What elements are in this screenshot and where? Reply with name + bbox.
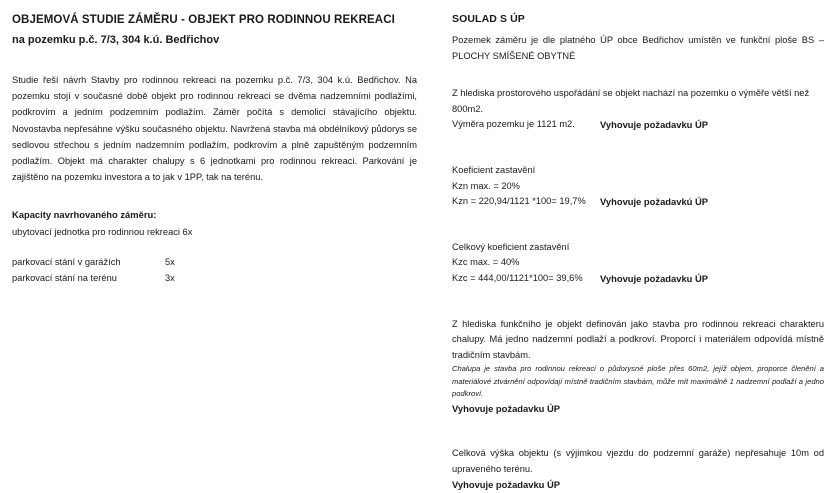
spacer xyxy=(12,185,417,207)
function-paragraph: Z hlediska funkčního je objekt definován jako stavba pro rodinnou rekreaci charakteru chalupy. Má jedno nadzemní podlaží a podkroví. Proporcí i materiálem odpovídá místně tradičním stavbám. xyxy=(452,318,824,360)
capacity-accommodation-line: ubytovací jednotka pro rodinnou rekreaci 6x xyxy=(12,227,193,238)
kzn-max-line: Kzn max. = 20% xyxy=(452,180,520,191)
kzc-calc-row xyxy=(452,271,824,287)
verdict-kzn: Vyhovuje požadavkú ÚP xyxy=(600,196,709,208)
capacity-label: parkovací stání v garážích xyxy=(12,257,121,268)
capacities-heading: Kapacity navrhovaného záměru: xyxy=(12,209,157,221)
verdict-function: Vyhovuje požadavku ÚP xyxy=(452,402,561,414)
area-value-text: Výměra pozemku je 1121 m2. xyxy=(452,119,575,130)
left-column xyxy=(12,0,417,286)
capacity-value: 5x xyxy=(165,257,175,268)
spacer xyxy=(452,210,824,240)
kzc-block-title: Celkový koeficient zastavění xyxy=(452,241,570,252)
spacer xyxy=(12,240,417,254)
capacity-row-garage-parking xyxy=(12,254,417,270)
spacer xyxy=(452,287,824,317)
capacity-row-surface-parking xyxy=(12,270,417,286)
kzc-max-line: Kzc max. = 40% xyxy=(452,257,520,268)
intro-paragraph: Studie řeší návrh Stavby pro rodinnou rekreaci na pozemku p.č. 7/3, 304 k.ú. Bedřichov. Na pozemku stojí v současné době objekt pro rodinnou rekreaci se dvěma nadzemními podlažími, podkrovím a jedním podzemním podlažím. Záměr počítá s demolicí stávajícího objektu. Novostavba nepřesáhne výšku současného objektu. Navržená stavba má obdélníkový půdorys se sedlovou střechou s jedním nadzemním podlažím, podkrovím a plně zapuštěným podzemním podlažím. Objekt má charakter chalupy s 6 jednotkami pro rodinnou rekreaci. Parkování je zajištěno na pozemku investora a to jak v 1PP, tak na terénu. xyxy=(12,75,417,183)
document-subtitle: na pozemku p.č. 7/3, 304 k.ú. Bedřichov xyxy=(12,34,220,46)
area-requirement-line: Z hlediska prostorového uspořádání se objekt nachází na pozemku o výměře větší než 800m2. xyxy=(452,88,810,114)
kzn-block-title: Koeficient zastavění xyxy=(452,164,536,175)
spacer xyxy=(12,48,417,72)
verdict-kzc: Vyhovuje požadavku ÚP xyxy=(600,272,709,284)
spacer xyxy=(452,64,824,86)
kzn-calc-text: Kzn = 220,94/1121 *100= 19,7% xyxy=(452,196,586,207)
capacity-label: parkovací stání na terénu xyxy=(12,273,117,284)
right-column xyxy=(452,0,824,493)
area-value-row xyxy=(452,117,824,133)
kzc-calc-text: Kzc = 444,00/1121*100= 39,6% xyxy=(452,272,583,283)
height-paragraph: Celková výška objektu (s výjimkou vjezdu do podzemní garáže) nepřesahuje 10m od upraveného terénu. xyxy=(452,448,824,474)
kzn-calc-row xyxy=(452,194,824,210)
section-title-zoning-compliance: SOULAD S ÚP xyxy=(452,13,525,25)
document-title: OBJEMOVÁ STUDIE ZÁMĚRU - OBJEKT PRO RODINNOU REKREACI xyxy=(12,14,395,26)
verdict-height: Vyhovuje požadavku ÚP xyxy=(452,479,561,491)
spacer xyxy=(452,133,824,163)
verdict-area: Vyhovuje požadavku ÚP xyxy=(600,119,709,131)
chalupa-definition-note: Chalupa je stavba pro rodinnou rekreaci o půdorysné ploše přes 60m2, jejíž objem, proporce členění a materiálové ztvárnění odpovídají místně tradičním stavbám, může mít maximálně 1 nadzemní podlaží a jedno podkroví. xyxy=(452,364,824,399)
capacity-value: 3x xyxy=(165,273,175,284)
zoning-paragraph: Pozemek záměru je dle platného ÚP obce Bedřichov umístěn ve funkční ploše BS – PLOCHY SMÍŠENÉ OBYTNÉ xyxy=(452,35,824,61)
